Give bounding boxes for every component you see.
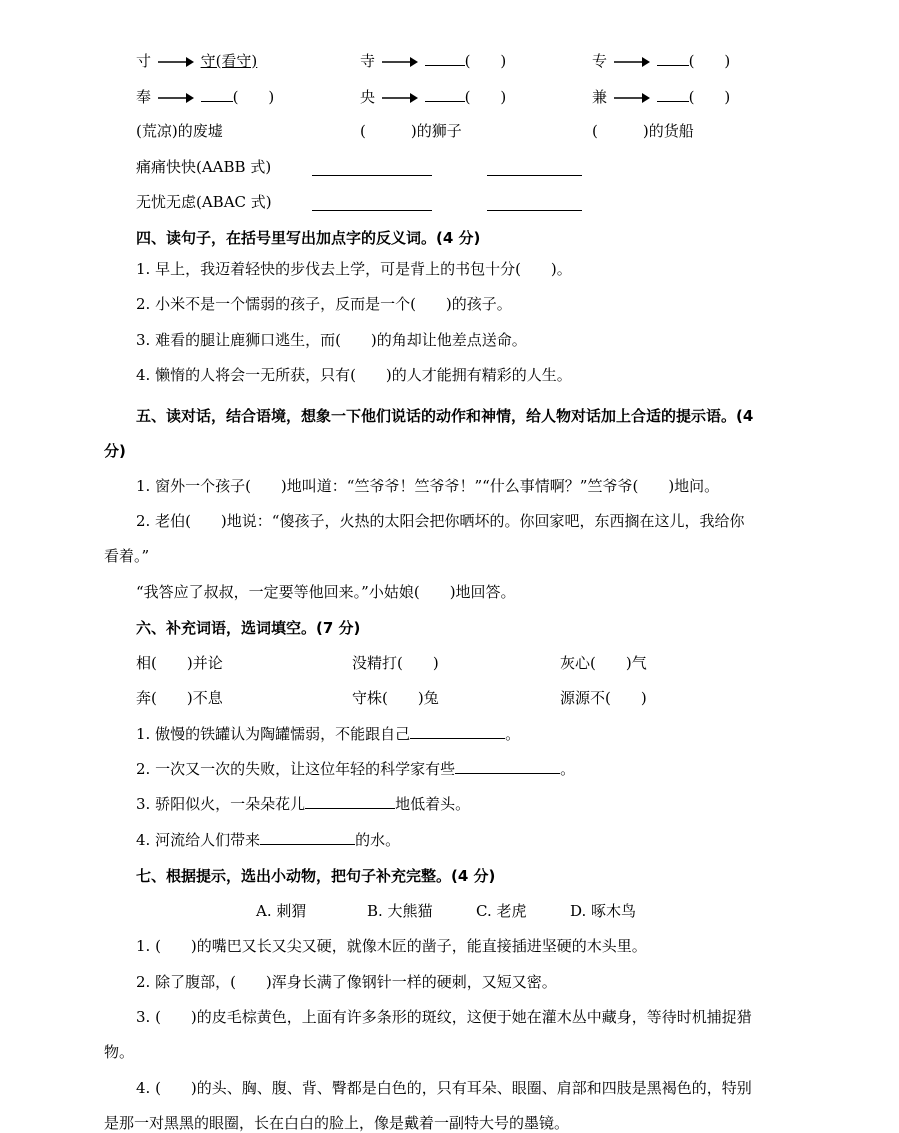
arrow-right-icon <box>380 92 420 104</box>
word-chain-6 <box>592 87 730 107</box>
s7-item-3: 3. ( )的皮毛棕黄色，上面有许多条形的斑纹，这便于她在灌木丛中藏身，等待时机捕捉猎 <box>136 1008 752 1026</box>
arrow-right-icon <box>156 92 196 104</box>
option-c: C. 老虎 <box>476 902 527 920</box>
s4-item-1: 1. 早上，我迈着轻快的步伐去上学，可是背上的书包十分( )。 <box>136 260 572 278</box>
option-a: A. 刺猬 <box>256 902 307 920</box>
phrase-1: (荒凉)的废墟 <box>136 122 223 140</box>
pinyin-paren[interactable]: ( ) <box>232 88 275 106</box>
s4-item-2: 2. 小米不是一个懦弱的孩子，反而是一个( )的孩子。 <box>136 295 512 313</box>
answer-line[interactable] <box>487 175 582 176</box>
base-char: 寸 <box>136 52 152 70</box>
idiom-6[interactable]: 源源不( ) <box>560 689 647 707</box>
s6-fill-3: 3. 骄阳似火，一朵朵花儿 地低着头。 <box>136 795 471 813</box>
word-chain-5 <box>360 87 506 107</box>
idiom-5[interactable]: 守株( )兔 <box>352 689 439 707</box>
s6-fill-1: 1. 傲慢的铁罐认为陶罐懦弱，不能跟自己 。 <box>136 725 521 743</box>
pinyin-paren[interactable]: ( ) <box>464 88 507 106</box>
s7-item-4-cont: 是那一对黑黑的眼圈，长在白白的脸上，像是戴着一副特大号的墨镜。 <box>104 1114 570 1132</box>
char-blank[interactable] <box>201 87 233 102</box>
char-blank[interactable] <box>657 87 689 102</box>
s5-item-1: 1. 窗外一个孩子( )地叫道：“竺爷爷！竺爷爷！”“什么事情啊？”竺爷爷( )地问。 <box>136 477 720 495</box>
option-b: B. 大熊猫 <box>367 902 433 920</box>
s4-item-4: 4. 懒惰的人将会一无所获，只有( )的人才能拥有精彩的人生。 <box>136 366 572 384</box>
option-d: D. 啄木鸟 <box>570 902 637 920</box>
s5-item-3: “我答应了叔叔，一定要等他回来。”小姑娘( )地回答。 <box>136 583 516 601</box>
s7-item-2: 2. 除了腹部，( )浑身长满了像钢针一样的硬刺，又短又密。 <box>136 973 557 991</box>
fill-blank[interactable] <box>260 830 355 845</box>
idiom-2[interactable]: 没精打( ) <box>352 654 439 672</box>
aabb-prompt: 痛痛快快(AABB 式) <box>136 158 272 176</box>
section-5-title-cont: 分) <box>104 442 126 460</box>
char-blank[interactable] <box>425 51 465 66</box>
pinyin-paren[interactable]: ( ) <box>688 88 731 106</box>
arrow-right-icon <box>612 92 652 104</box>
arrow-right-icon <box>156 56 196 68</box>
answer-line[interactable] <box>487 210 582 211</box>
fill-blank[interactable] <box>410 724 505 739</box>
section-6-title: 六、补充词语，选词填空。(7 分) <box>136 619 361 637</box>
fill-blank[interactable] <box>455 759 560 774</box>
arrow-right-icon <box>380 56 420 68</box>
idiom-1[interactable]: 相( )并论 <box>136 654 223 672</box>
word-answer: 守(看守) <box>200 52 258 70</box>
pinyin-paren[interactable]: ( ) <box>464 52 507 70</box>
abac-prompt: 无忧无虑(ABAC 式) <box>136 193 272 211</box>
pinyin-paren[interactable]: ( ) <box>688 52 731 70</box>
base-char: 兼 <box>592 88 608 106</box>
s7-item-1: 1. ( )的嘴巴又长又尖又硬，就像木匠的凿子，能直接插进坚硬的木头里。 <box>136 937 647 955</box>
answer-line[interactable] <box>312 210 432 211</box>
section-7-title: 七、根据提示，选出小动物，把句子补充完整。(4 分) <box>136 867 496 885</box>
s5-item-2-cont: 看着。” <box>104 547 150 565</box>
base-char: 奉 <box>136 88 152 106</box>
fill-blank[interactable] <box>305 794 395 809</box>
phrase-3[interactable]: ( )的货船 <box>592 122 694 140</box>
char-blank[interactable] <box>657 51 689 66</box>
s6-fill-4: 4. 河流给人们带来 的水。 <box>136 831 401 849</box>
base-char: 寺 <box>360 52 376 70</box>
base-char: 央 <box>360 88 376 106</box>
base-char: 专 <box>592 52 608 70</box>
idiom-3[interactable]: 灰心( )气 <box>560 654 647 672</box>
arrow-right-icon <box>612 56 652 68</box>
char-blank[interactable] <box>425 87 465 102</box>
word-chain-1 <box>136 51 257 71</box>
s7-item-3-cont: 物。 <box>104 1043 135 1061</box>
section-4-title: 四、读句子，在括号里写出加点字的反义词。(4 分) <box>136 229 481 247</box>
s4-item-3: 3. 难看的腿让鹿狮口逃生，而( )的角却让他差点送命。 <box>136 331 527 349</box>
word-chain-3 <box>592 51 730 71</box>
word-chain-2 <box>360 51 506 71</box>
s6-fill-2: 2. 一次又一次的失败，让这位年轻的科学家有些 。 <box>136 760 576 778</box>
answer-line[interactable] <box>312 175 432 176</box>
s7-item-4: 4. ( )的头、胸、腹、背、臀都是白色的，只有耳朵、眼圈、肩部和四肢是黑褐色的，特别 <box>136 1079 752 1097</box>
phrase-2[interactable]: ( )的狮子 <box>360 122 462 140</box>
idiom-4[interactable]: 奔( )不息 <box>136 689 223 707</box>
s5-item-2: 2. 老伯( )地说：“傻孩子，火热的太阳会把你晒坏的。你回家吧，东西搁在这儿，我给你 <box>136 512 745 530</box>
section-5-title: 五、读对话，结合语境，想象一下他们说话的动作和神情，给人物对话加上合适的提示语。(4 <box>136 407 754 425</box>
word-chain-4 <box>136 87 274 107</box>
